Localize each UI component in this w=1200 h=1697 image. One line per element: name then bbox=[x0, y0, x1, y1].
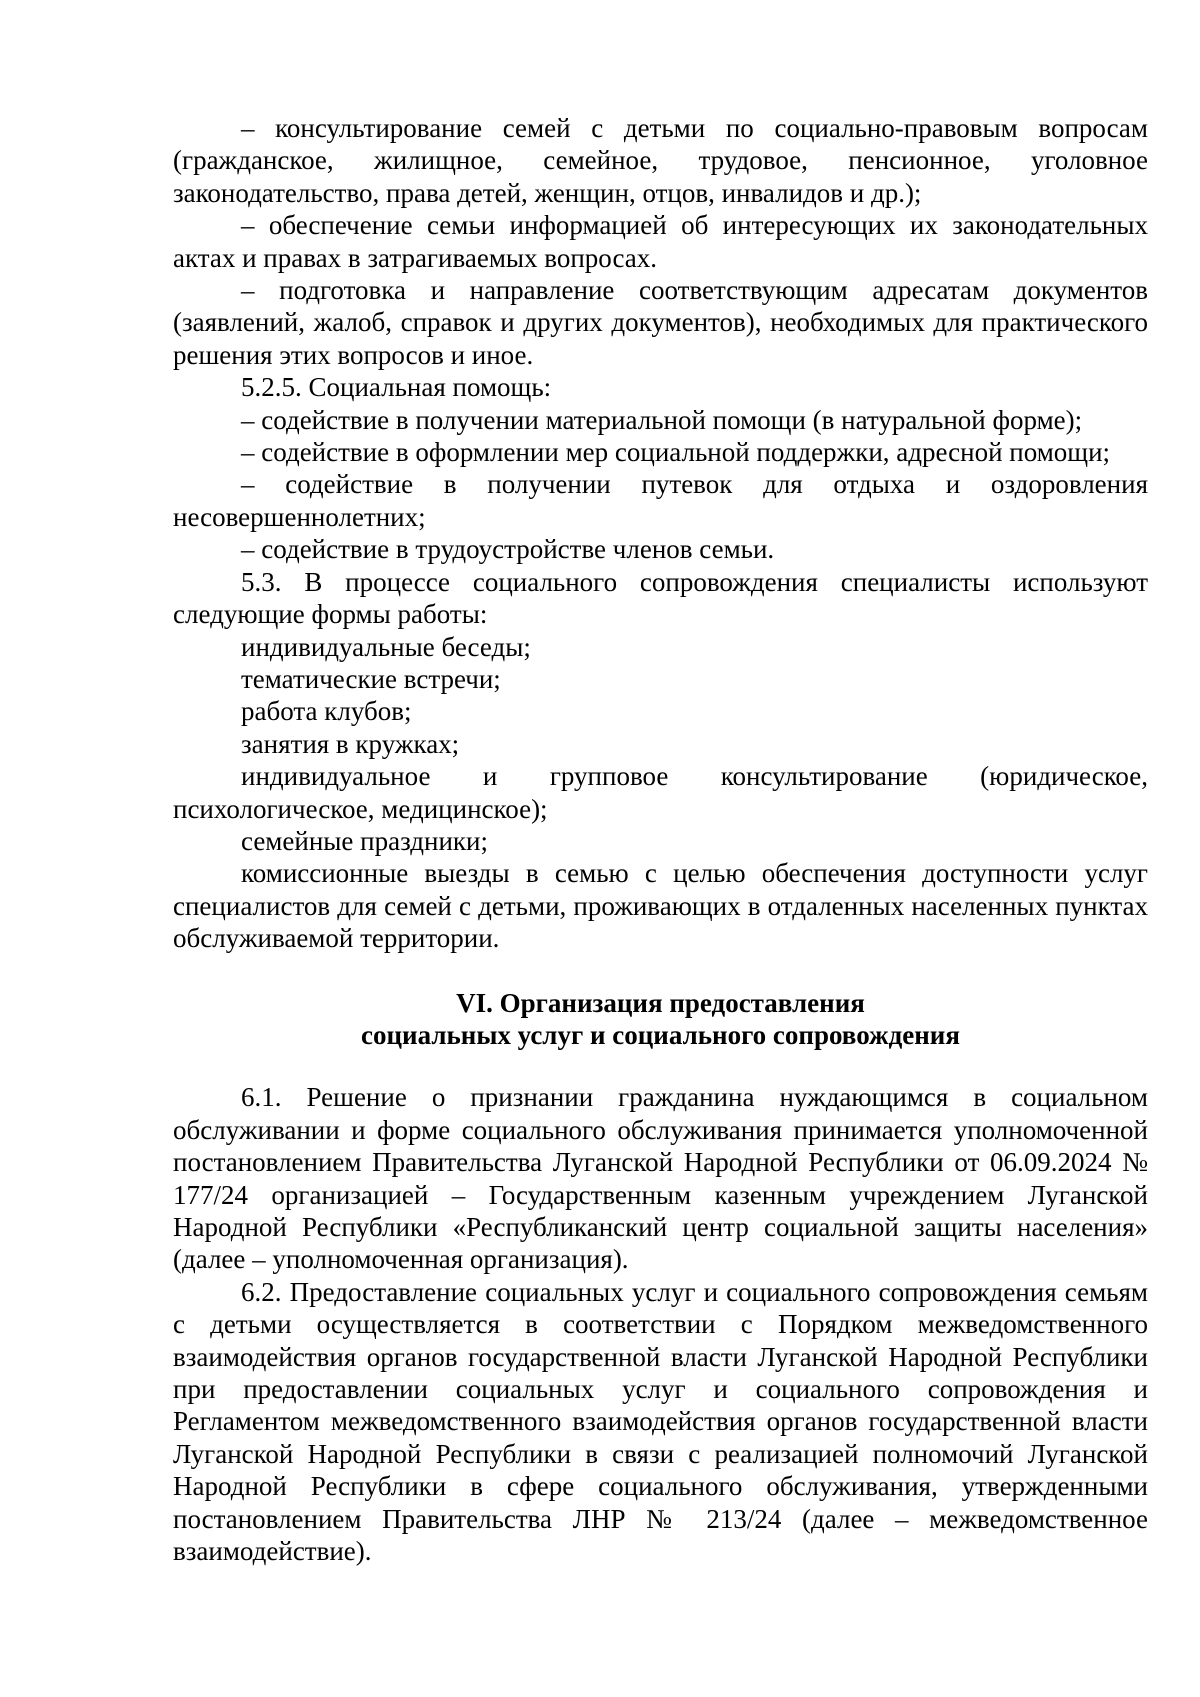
list-item: индивидуальное и групповое консультирование (юридическое, психологическое, медицинское); bbox=[173, 761, 1148, 824]
section-heading-line2: социальных услуг и социального сопровождения bbox=[361, 1019, 960, 1050]
document-page bbox=[173, 112, 1148, 1567]
paragraph-material-help: – содействие в получении материальной помощи (в натуральной форме); bbox=[241, 404, 1083, 435]
paragraph-vouchers: – содействие в получении путевок для отдыха и оздоровления несовершеннолетних; bbox=[173, 469, 1148, 532]
paragraph-legal-consulting: – консультирование семей с детьми по социально-правовым вопросам (гражданское, жилищное, семейное, трудовое, пенсионное, уголовное законодательство, права детей, женщин, отцов, инвалидов и др.); bbox=[173, 113, 1148, 208]
section-heading-line1: VI. Организация предоставления bbox=[456, 987, 865, 1018]
paragraph-forms-intro: 5.3. В процессе социального сопровождения специалисты используют следующие формы работы: bbox=[173, 566, 1148, 630]
paragraph-documents-prep: – подготовка и направление соответствующим адресатам документов (заявлений, жалоб, справок и других документов), необходимых для практического решения этих вопросов и иное. bbox=[173, 275, 1148, 370]
list-item: тематические встречи; bbox=[241, 663, 501, 694]
paragraph-6-2: 6.2. Предоставление социальных услуг и социального сопровождения семьям с детьми осуществляется в соответствии с Порядком межведомственного взаимодействия органов государственной власти Луганской Народной Республики при предоставлении социальных услуг и социального сопровождения и Регламентом межведомственного взаимодействия органов государственной власти Луганской Народной Республики в связи с реализацией полномочий Луганской Народной Республики в сфере социального обслуживания, утвержденными постановлением Правительства ЛНР № 213/24 (далее – межведомственное взаимодействие). bbox=[173, 1276, 1148, 1567]
list-item: семейные праздники; bbox=[241, 825, 488, 856]
forms-list bbox=[173, 631, 1148, 955]
section-heading bbox=[173, 987, 1148, 1052]
list-item: занятия в кружках; bbox=[241, 728, 460, 759]
list-item: индивидуальные беседы; bbox=[241, 631, 531, 662]
paragraph-employment: – содействие в трудоустройстве членов семьи. bbox=[241, 534, 775, 565]
paragraph-legal-info: – обеспечение семьи информацией об интересующих их законодательных актах и правах в затрагиваемых вопросах. bbox=[173, 210, 1148, 273]
list-item: работа клубов; bbox=[241, 696, 412, 727]
paragraph-social-help-title: 5.2.5. Социальная помощь: bbox=[241, 372, 552, 403]
list-item: комиссионные выезды в семью с целью обеспечения доступности услуг специалистов для семей с детьми, проживающих в отдаленных населенных пунктах обслуживаемой территории. bbox=[173, 858, 1148, 954]
paragraph-6-1: 6.1. Решение о признании гражданина нуждающимся в социальном обслуживании и форме социального обслуживания принимается уполномоченной постановлением Правительства Луганской Народной Республики от 06.09.2024 № 177/24 организацией – Государственным казенным учреждением Луганской Народной Республики «Республиканский центр социальной защиты населения» (далее – уполномоченная организация). bbox=[173, 1082, 1148, 1275]
paragraph-social-support: – содействие в оформлении мер социальной поддержки, адресной помощи; bbox=[241, 437, 1111, 468]
